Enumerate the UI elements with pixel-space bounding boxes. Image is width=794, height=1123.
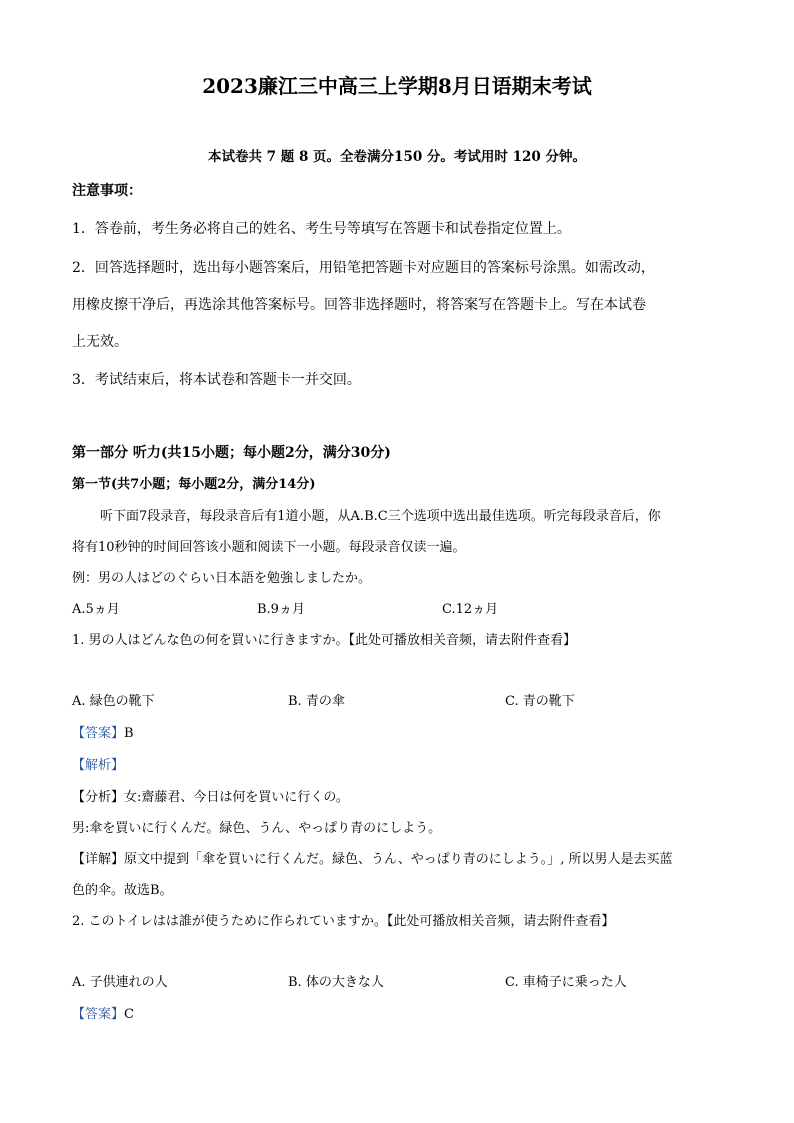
q2-answer: C [124,1007,134,1022]
q1-answer: B [124,726,134,741]
note-line-2a: 2．回答选择题时，选出每小题答案后，用铅笔把答题卡对应题目的答案标号涂黑。如需改动， [72,260,655,276]
note-line-1: 1．答卷前，考生务必将自己的姓名、考生号等填写在答题卡和试卷指定位置上。 [72,221,571,237]
q2-answer-line [72,1003,134,1022]
q1-question: 1. 男の人はどんな色の何を買いに行きますか。【此处可播放相关音频，请去附件查看】 [72,633,577,648]
q2-option-b: B. 体の大きな人 [288,975,384,990]
q2-option-c: C. 車椅子に乗った人 [505,975,627,990]
example-question: 例：男の人はどのぐらい日本語を勉強しましたか。 [72,571,372,586]
q1-option-a: A. 緑色の靴下 [72,694,155,709]
section1-heading: 第一节(共7小题；每小题2分，满分14分) [72,477,316,492]
fenxi-tag: 【分析】 [72,790,125,805]
fenxi-text: 女:齋藤君、今日は何を買いに行くの。 [124,790,349,805]
q2-question: 2. このトイレはは誰が使うために作られていますか。【此处可播放相关音频，请去附件查看】 [72,914,615,929]
q2-option-a: A. 子供連れの人 [72,975,168,990]
example-option-c: C.12ヵ月 [442,602,499,617]
q1-option-c: C. 青の靴下 [505,694,575,709]
answer-tag: 【答案】 [72,726,125,741]
q1-detail-line [72,848,673,867]
example-option-a: A.5ヵ月 [72,602,120,617]
q1-male-line: 男:傘を買いに行くんだ。緑色、うん、やっぱり青のにしよう。 [72,821,442,836]
instructions-b: 将有10秒钟的时间回答该小题和阅读下一小题。每段录音仅读一遍。 [72,540,466,555]
note-line-3: 3．考试结束后，将本试卷和答题卡一并交回。 [72,372,361,388]
detail-tag: 【详解】 [72,852,125,867]
q1-answer-line [72,722,134,741]
q1-detail-text-b: 色的伞。故选B。 [72,883,173,898]
q1-fenxi-line [72,786,349,805]
notes-heading: 注意事项： [72,183,142,199]
q1-option-b: B. 青の傘 [288,694,345,709]
q1-analysis-tag: 【解析】 [72,758,125,773]
example-option-b: B.9ヵ月 [257,602,305,617]
detail-text-a: 原文中提到「傘を買いに行くんだ。緑色、うん、やっぱり青のにしよう。」, 所以男人是去买蓝 [124,852,673,867]
answer-tag: 【答案】 [72,1007,125,1022]
note-line-2b: 用橡皮擦干净后，再选涂其他答案标号。回答非选择题时，将答案写在答题卡上。写在本试卷 [72,297,646,313]
note-line-2c: 上无效。 [72,334,128,350]
exam-info: 本试卷共 7 题 8 页。全卷满分150 分。考试用时 120 分钟。 [207,149,587,165]
instructions-a: 听下面7段录音，每段录音后有1道小题，从A.B.C三个选项中选出最佳选项。听完每段录音后，你 [100,509,661,524]
page-title: 2023廉江三中高三上学期8月日语期末考试 [202,74,592,98]
part1-heading: 第一部分 听力(共15小题；每小题2分，满分30分) [72,445,391,461]
